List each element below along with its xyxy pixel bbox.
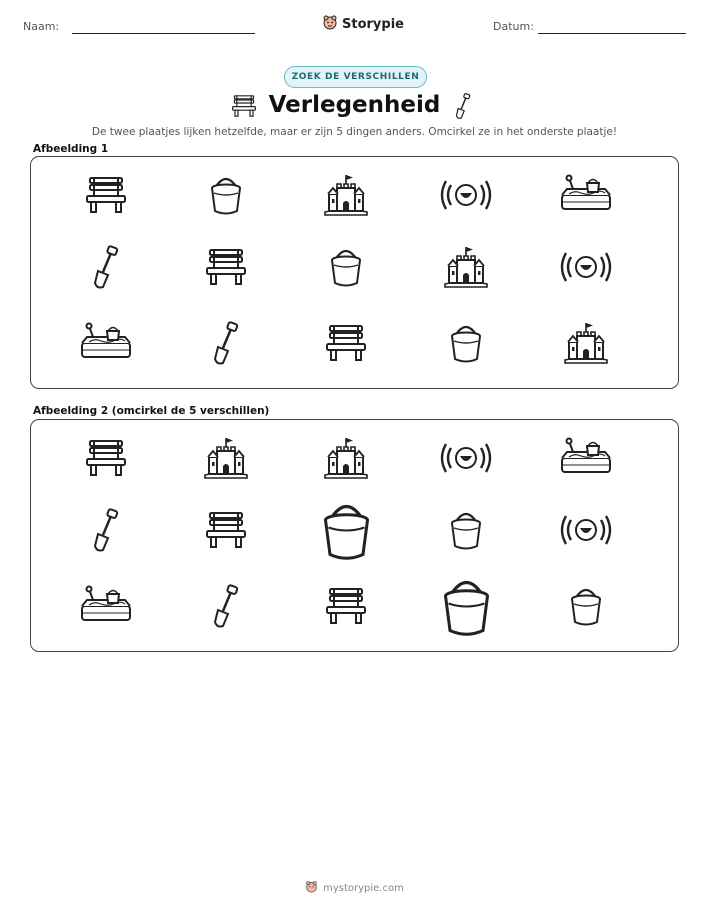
footer	[0, 880, 709, 896]
picture-2-cell-r3-c1[interactable]	[66, 570, 146, 646]
picture-1-panel	[30, 156, 679, 389]
sandcastle-icon	[563, 322, 609, 368]
date-field-line[interactable]	[538, 33, 686, 34]
picture-1-label: Afbeelding 1	[33, 143, 109, 155]
bucket-large-icon	[438, 575, 495, 642]
shovel-icon	[211, 584, 241, 632]
picture-2-cell-r3-c3[interactable]	[306, 570, 386, 646]
picture-1-cell-r3-c3	[306, 307, 386, 383]
bench-icon	[204, 510, 248, 554]
bucket-icon	[447, 509, 485, 555]
bench-icon	[324, 323, 368, 367]
picture-2-cell-r1-c2[interactable]	[186, 422, 266, 498]
date-label: Datum:	[493, 20, 534, 33]
sandcastle-icon	[323, 174, 369, 220]
picture-1-cell-r1-c5	[546, 159, 626, 235]
sandbox-icon	[559, 175, 613, 219]
picture-2-cell-r2-c4[interactable]	[426, 494, 506, 570]
brand-logo	[322, 14, 404, 34]
shovel-icon	[454, 92, 472, 124]
picture-1-cell-r1-c4	[426, 159, 506, 235]
instructions: De twee plaatjes lijken hetzelfde, maar er zijn 5 dingen anders. Omcirkel ze in het onderste plaatje!	[91, 126, 618, 138]
bench-icon	[204, 247, 248, 291]
picture-1-cell-r3-c5	[546, 307, 626, 383]
footer-url[interactable]: mystorypie.com	[323, 882, 404, 894]
shovel-icon	[211, 321, 241, 369]
picture-1-cell-r2-c2	[186, 231, 266, 307]
bucket-icon	[327, 246, 365, 292]
face-icon	[440, 176, 492, 218]
picture-1-cell-r2-c4	[426, 231, 506, 307]
picture-2-cell-r1-c4[interactable]	[426, 422, 506, 498]
picture-1-cell-r1-c2	[186, 159, 266, 235]
name-label: Naam:	[23, 20, 60, 33]
bench-icon	[324, 586, 368, 630]
picture-2-cell-r1-c5[interactable]	[546, 422, 626, 498]
sandbox-icon	[79, 323, 133, 367]
sandbox-icon	[559, 438, 613, 482]
page-title: Verlegenheid	[268, 92, 441, 118]
picture-1-cell-r2-c1	[66, 231, 146, 307]
picture-2-cell-r1-c1[interactable]	[66, 422, 146, 498]
picture-2-cell-r3-c5[interactable]	[546, 570, 626, 646]
picture-2-cell-r2-c3[interactable]	[306, 494, 386, 570]
name-field-line[interactable]	[72, 33, 255, 34]
sandcastle-icon	[323, 437, 369, 483]
bucket-icon	[567, 585, 605, 631]
picture-1-cell-r1-c3	[306, 159, 386, 235]
bucket-icon	[207, 174, 245, 220]
storypie-mascot-icon	[322, 14, 338, 34]
bench-icon	[84, 438, 128, 482]
picture-1-cell-r3-c1	[66, 307, 146, 383]
picture-2-label: Afbeelding 2 (omcirkel de 5 verschillen)	[33, 405, 270, 417]
shovel-icon	[91, 245, 121, 293]
bench-icon	[84, 175, 128, 219]
sandcastle-icon	[203, 437, 249, 483]
sandbox-icon	[79, 586, 133, 630]
picture-2-cell-r3-c2[interactable]	[186, 570, 266, 646]
picture-2-panel[interactable]	[30, 419, 679, 652]
picture-2-cell-r2-c1[interactable]	[66, 494, 146, 570]
face-icon	[560, 248, 612, 290]
picture-1-cell-r3-c2	[186, 307, 266, 383]
picture-1-cell-r3-c4	[426, 307, 506, 383]
storypie-mascot-icon	[305, 880, 318, 896]
picture-2-cell-r2-c2[interactable]	[186, 494, 266, 570]
bucket-large-icon	[318, 499, 375, 566]
picture-1-cell-r1-c1	[66, 159, 146, 235]
picture-2-cell-r2-c5[interactable]	[546, 494, 626, 570]
picture-1-cell-r2-c5	[546, 231, 626, 307]
face-icon	[440, 439, 492, 481]
picture-2-cell-r1-c3[interactable]	[306, 422, 386, 498]
face-icon	[560, 511, 612, 553]
picture-2-cell-r3-c4[interactable]	[426, 570, 506, 646]
brand-name: Storypie	[342, 16, 404, 32]
find-differences-badge: ZOEK DE VERSCHILLEN	[284, 66, 427, 88]
sandcastle-icon	[443, 246, 489, 292]
shovel-icon	[91, 508, 121, 556]
bucket-icon	[447, 322, 485, 368]
picture-1-cell-r2-c3	[306, 231, 386, 307]
